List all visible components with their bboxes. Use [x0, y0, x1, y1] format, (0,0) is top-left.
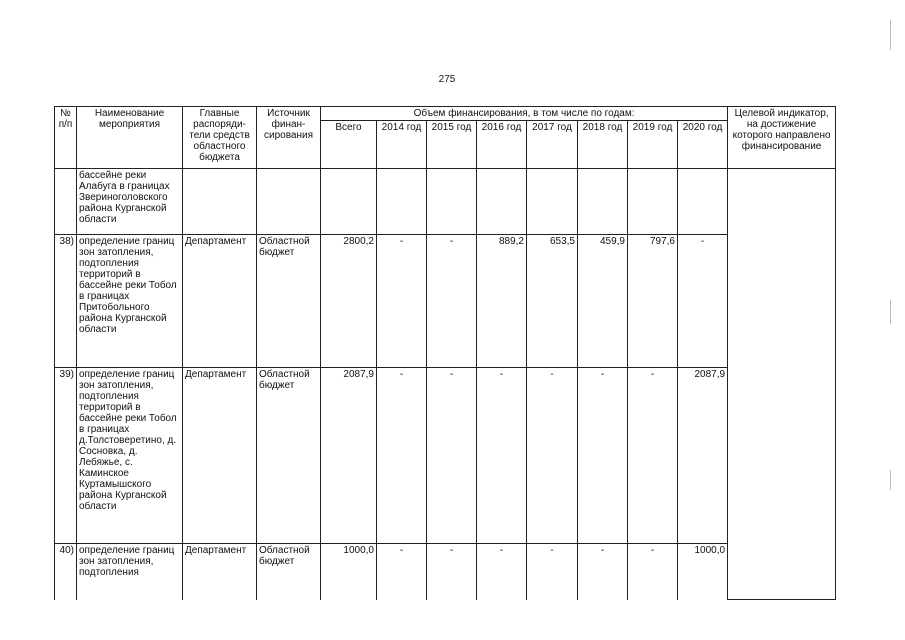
cell-year: -	[377, 235, 427, 368]
cell-year: -	[578, 368, 628, 544]
cell-year: 459,9	[578, 235, 628, 368]
header-indicator: Целевой индикатор, на достижение которого направлено финансирование	[728, 107, 836, 169]
cell-source	[257, 169, 321, 235]
cell-name: определение границ зон затопления, подтопления территорий в бассейне реки Тобол в границах д.Толстоверетино, д. Сосновка, д. Лебяжье, с. Каминское Куртамышского района Курганской области	[77, 368, 183, 544]
cell-total: 2800,2	[321, 235, 377, 368]
table-row	[55, 368, 836, 544]
cell-total: 1000,0	[321, 544, 377, 600]
header-managers: Главные распоряди-тели средств областного бюджета	[183, 107, 257, 169]
cell-total: 2087,9	[321, 368, 377, 544]
cell-manager: Департамент	[183, 368, 257, 544]
cell-year: 653,5	[527, 235, 578, 368]
scan-edge-mark	[890, 20, 891, 50]
cell-year: -	[578, 544, 628, 600]
table-row	[55, 235, 836, 368]
cell-num: 39)	[55, 368, 77, 544]
cell-year	[628, 169, 678, 235]
cell-year	[427, 169, 477, 235]
header-year: 2016 год	[477, 121, 527, 169]
cell-source: Областной бюджет	[257, 368, 321, 544]
cell-name: бассейне реки Алабуга в границах Звериноголовского района Курганской области	[77, 169, 183, 235]
cell-manager	[183, 169, 257, 235]
cell-year: -	[377, 544, 427, 600]
cell-year	[377, 169, 427, 235]
cell-name: определение границ зон затопления, подтопления	[77, 544, 183, 600]
cell-year: 797,6	[628, 235, 678, 368]
cell-manager: Департамент	[183, 235, 257, 368]
cell-year: -	[678, 235, 728, 368]
header-funding-group: Объем финансирования, в том числе по годам:	[321, 107, 728, 121]
page-number: 275	[438, 74, 456, 85]
cell-indicator	[728, 169, 836, 600]
scan-edge-mark	[890, 300, 891, 324]
header-year: 2018 год	[578, 121, 628, 169]
header-year: 2019 год	[628, 121, 678, 169]
table-row	[55, 544, 836, 600]
cell-total	[321, 169, 377, 235]
header-name: Наименование мероприятия	[77, 107, 183, 169]
header-row-1	[55, 107, 836, 121]
cell-year: -	[427, 368, 477, 544]
header-num: № п/п	[55, 107, 77, 169]
scan-edge-mark	[890, 470, 891, 490]
cell-year: -	[427, 235, 477, 368]
cell-year: -	[628, 544, 678, 600]
cell-source: Областной бюджет	[257, 235, 321, 368]
cell-year	[477, 169, 527, 235]
header-year: 2015 год	[427, 121, 477, 169]
cell-year: -	[527, 368, 578, 544]
cell-year: -	[477, 544, 527, 600]
header-year: 2014 год	[377, 121, 427, 169]
cell-source: Областной бюджет	[257, 544, 321, 600]
cell-year	[678, 169, 728, 235]
cell-year: 1000,0	[678, 544, 728, 600]
cell-year: -	[527, 544, 578, 600]
cell-year: -	[377, 368, 427, 544]
cell-year: -	[427, 544, 477, 600]
cell-year	[578, 169, 628, 235]
cell-year	[527, 169, 578, 235]
cell-year: 2087,9	[678, 368, 728, 544]
cell-year: -	[477, 368, 527, 544]
cell-num	[55, 169, 77, 235]
table-row-continuation	[55, 169, 836, 235]
cell-year: 889,2	[477, 235, 527, 368]
cell-num: 40)	[55, 544, 77, 600]
cell-name: определение границ зон затопления, подтопления территорий в бассейне реки Тобол в границах Притобольного района Курганской области	[77, 235, 183, 368]
cell-year: -	[628, 368, 678, 544]
cell-num: 38)	[55, 235, 77, 368]
header-source: Источник финан-сирования	[257, 107, 321, 169]
header-year: 2017 год	[527, 121, 578, 169]
cell-manager: Департамент	[183, 544, 257, 600]
header-year: 2020 год	[678, 121, 728, 169]
funding-table	[54, 106, 836, 600]
header-total: Всего	[321, 121, 377, 169]
